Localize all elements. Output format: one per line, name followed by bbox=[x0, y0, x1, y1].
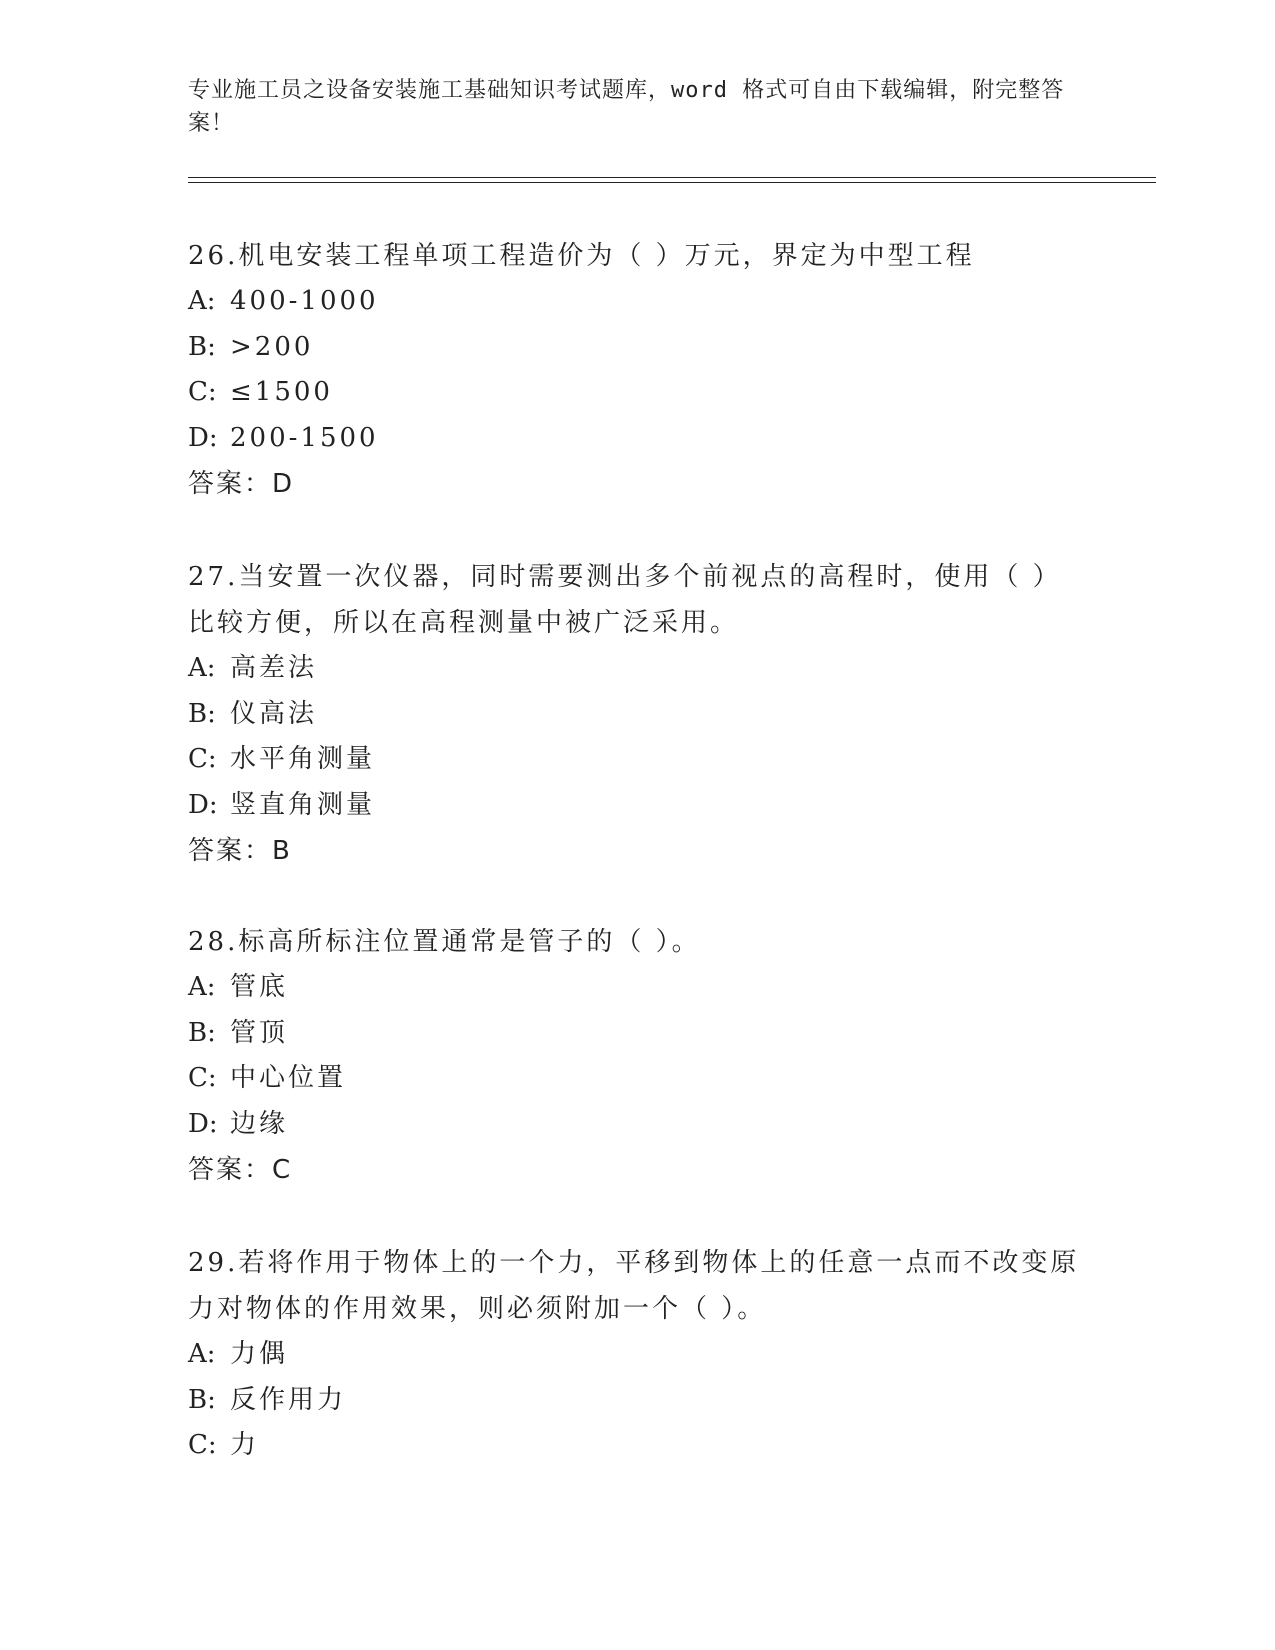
option-text: 力 bbox=[230, 1430, 260, 1460]
option-label: B: bbox=[188, 331, 216, 362]
question-text bbox=[188, 919, 1088, 965]
question-text-line: 27.当安置一次仪器，同时需要测出多个前视点的高程时，使用（ ） bbox=[188, 562, 1062, 592]
option-a bbox=[188, 1332, 1088, 1378]
option-label: A: bbox=[188, 1339, 216, 1369]
option-c bbox=[188, 1056, 1088, 1102]
answer: 答案：C bbox=[188, 1155, 293, 1185]
option-b bbox=[188, 1378, 1088, 1424]
option-c bbox=[188, 1423, 1088, 1469]
option-b bbox=[188, 1011, 1088, 1057]
option-label: B: bbox=[188, 1384, 216, 1415]
question-29 bbox=[188, 1240, 1088, 1469]
option-text: ≤1500 bbox=[230, 377, 333, 407]
option-a bbox=[188, 965, 1088, 1011]
option-c bbox=[188, 737, 1088, 783]
option-text: 水平角测量 bbox=[230, 744, 376, 774]
option-d bbox=[188, 1102, 1088, 1148]
option-text: 反作用力 bbox=[230, 1384, 347, 1415]
option-label: C: bbox=[188, 1430, 217, 1460]
answer: 答案：B bbox=[188, 836, 292, 866]
option-text: 仪高法 bbox=[230, 698, 318, 729]
option-label: D: bbox=[188, 1108, 218, 1139]
question-text bbox=[188, 1240, 1088, 1332]
option-label: D: bbox=[188, 422, 218, 453]
option-a bbox=[188, 646, 1088, 692]
option-label: C: bbox=[188, 377, 217, 407]
header-divider-top bbox=[188, 177, 1156, 178]
option-label: A: bbox=[188, 972, 216, 1002]
option-label: A: bbox=[188, 286, 216, 316]
question-text-line: 26.机电安装工程单项工程造价为（ ）万元，界定为中型工程 bbox=[188, 241, 975, 271]
option-label: B: bbox=[188, 1017, 216, 1048]
document-header: 专业施工员之设备安装施工基础知识考试题库，word 格式可自由下载编辑，附完整答案！ bbox=[188, 78, 1065, 136]
option-text: 高差法 bbox=[230, 653, 318, 683]
option-label: A: bbox=[188, 653, 216, 683]
question-28 bbox=[188, 919, 1088, 1193]
option-d bbox=[188, 416, 1088, 462]
answer: 答案：D bbox=[188, 469, 295, 499]
option-text: 200-1500 bbox=[230, 422, 379, 453]
option-a bbox=[188, 279, 1088, 325]
option-label: D: bbox=[188, 789, 218, 820]
header-divider-bottom bbox=[188, 182, 1156, 183]
question-text-line: 28.标高所标注位置通常是管子的（ ）。 bbox=[188, 927, 701, 957]
option-b bbox=[188, 692, 1088, 738]
option-text: 管顶 bbox=[230, 1017, 289, 1048]
option-label: C: bbox=[188, 1063, 217, 1093]
option-text: 400-1000 bbox=[230, 286, 379, 316]
option-d bbox=[188, 783, 1088, 829]
question-text-line: 力对物体的作用效果，则必须附加一个（ ）。 bbox=[188, 1294, 767, 1324]
option-label: B: bbox=[188, 698, 216, 729]
option-text: 竖直角测量 bbox=[230, 789, 376, 820]
option-b bbox=[188, 325, 1088, 371]
option-text: 力偶 bbox=[230, 1339, 289, 1369]
option-text: 中心位置 bbox=[230, 1063, 347, 1093]
option-text: >200 bbox=[230, 331, 314, 362]
option-text: 边缘 bbox=[230, 1108, 289, 1139]
option-c bbox=[188, 370, 1088, 416]
question-text bbox=[188, 233, 1088, 279]
option-label: C: bbox=[188, 744, 217, 774]
question-27 bbox=[188, 554, 1088, 874]
question-26 bbox=[188, 233, 1088, 507]
question-text-line: 29.若将作用于物体上的一个力，平移到物体上的任意一点而不改变原 bbox=[188, 1248, 1080, 1278]
question-text-line: 比较方便，所以在高程测量中被广泛采用。 bbox=[188, 608, 740, 638]
option-text: 管底 bbox=[230, 972, 289, 1002]
question-text bbox=[188, 554, 1088, 646]
